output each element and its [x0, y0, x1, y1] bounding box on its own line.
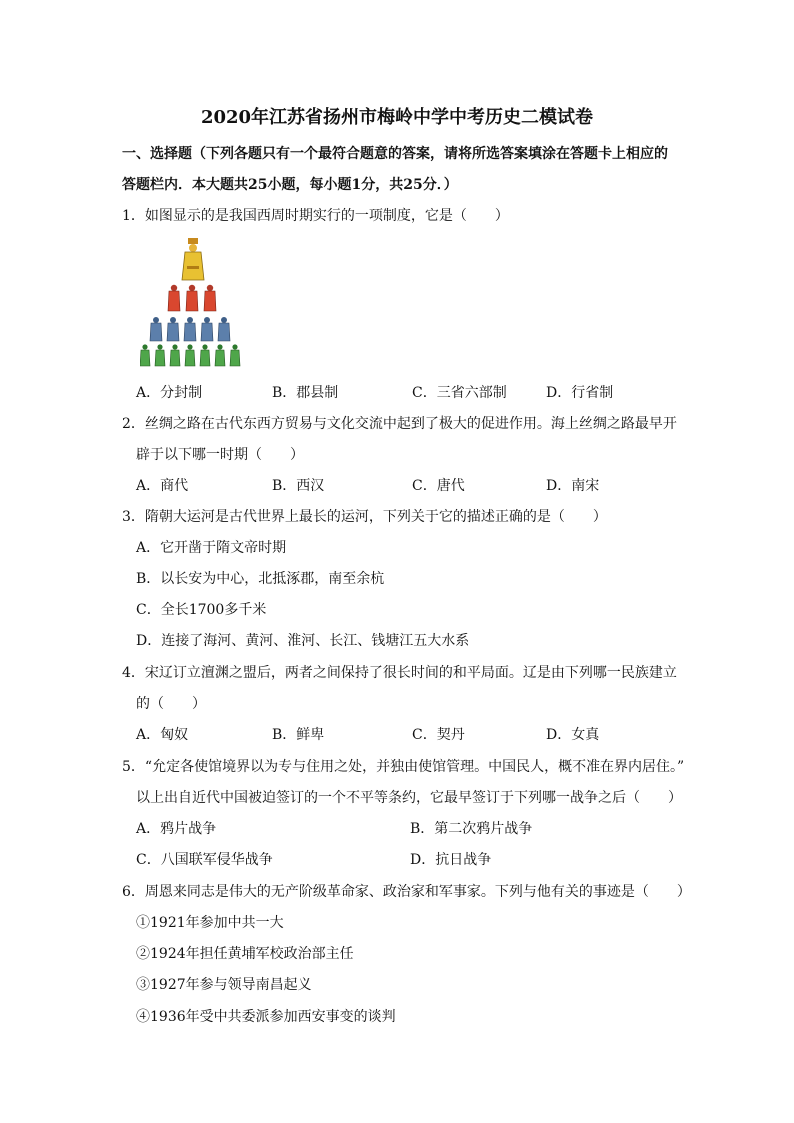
- q1-option-a: A．分封制: [136, 385, 203, 401]
- q4-option-b: B．鲜卑: [272, 727, 325, 743]
- gentry-row: [140, 344, 240, 366]
- q2-option-d: D．南宋: [546, 478, 600, 494]
- q1-stem: 1．如图显示的是我国西周时期实行的一项制度，它是（ ）: [122, 208, 509, 224]
- q5-option-d: D．抗日战争: [410, 852, 492, 868]
- q3-option-a: A．它开凿于隋文帝时期: [136, 540, 287, 556]
- q4-option-a: A．匈奴: [136, 727, 189, 743]
- q6-item-2: ②1924年担任黄埔军校政治部主任: [136, 946, 354, 962]
- q1-option-d: D．行省制: [546, 385, 614, 401]
- q4-stem-line1: 4．宋辽订立澶渊之盟后，两者之间保持了很长时间的和平局面。辽是由下列哪一民族建立: [122, 665, 677, 681]
- q6-item-3: ③1927年参与领导南昌起义: [136, 977, 312, 993]
- q1-option-c: C．三省六部制: [412, 385, 507, 401]
- lords-row: [168, 285, 216, 311]
- q6-stem: 6．周恩来同志是伟大的无产阶级革命家、政治家和军事家。下列与他有关的事迹是（ ）: [122, 884, 691, 900]
- q2-option-a: A．商代: [136, 478, 189, 494]
- q6-item-1: ①1921年参加中共一大: [136, 915, 284, 931]
- q5-stem-line2: 以上出自近代中国被迫签订的一个不平等条约，它最早签订于下列哪一战争之后（ ）: [136, 790, 682, 806]
- q2-stem-line2: 辟于以下哪一时期（ ）: [136, 447, 304, 463]
- section-heading-line1: 一、选择题（下列各题只有一个最符合题意的答案，请将所选答案填涂在答题卡上相应的: [122, 146, 668, 162]
- page-title: 2020年江苏省扬州市梅岭中学中考历史二模试卷: [200, 107, 594, 128]
- q3-option-b: B．以长安为中心，北抵涿郡，南至余杭: [136, 571, 385, 587]
- q4-stem-line2: 的（ ）: [136, 696, 206, 712]
- q6-item-4: ④1936年受中共委派参加西安事变的谈判: [136, 1009, 396, 1025]
- q5-stem-line1: 5．“允定各使馆境界以为专与住用之处，并独由使馆管理。中国民人，概不准在界内居住。”: [122, 759, 685, 775]
- q5-option-b: B．第二次鸦片战争: [410, 821, 533, 837]
- q2-option-c: C．唐代: [412, 478, 465, 494]
- king-figure: [182, 238, 204, 280]
- q2-stem-line1: 2．丝绸之路在古代东西方贸易与文化交流中起到了极大的促进作用。海上丝绸之路最早开: [122, 416, 677, 432]
- q5-option-a: A．鸦片战争: [136, 821, 217, 837]
- ministers-row: [150, 317, 230, 341]
- q3-option-d: D．连接了海河、黄河、淮河、长江、钱塘江五大水系: [136, 633, 470, 649]
- q5-option-c: C．八国联军侵华战争: [136, 852, 273, 868]
- q1-option-b: B．郡县制: [272, 385, 339, 401]
- q4-option-c: C．契丹: [412, 727, 465, 743]
- q3-option-c: C．全长1700多千米: [136, 602, 267, 618]
- q3-stem: 3．隋朝大运河是古代世界上最长的运河，下列关于它的描述正确的是（ ）: [122, 509, 607, 525]
- q2-option-b: B．西汉: [272, 478, 325, 494]
- section-heading-line2: 答题栏内．本大题共25小题，每小题1分，共25分．）: [122, 177, 458, 193]
- feudal-hierarchy-pyramid-image: [140, 236, 252, 368]
- q4-option-d: D．女真: [546, 727, 600, 743]
